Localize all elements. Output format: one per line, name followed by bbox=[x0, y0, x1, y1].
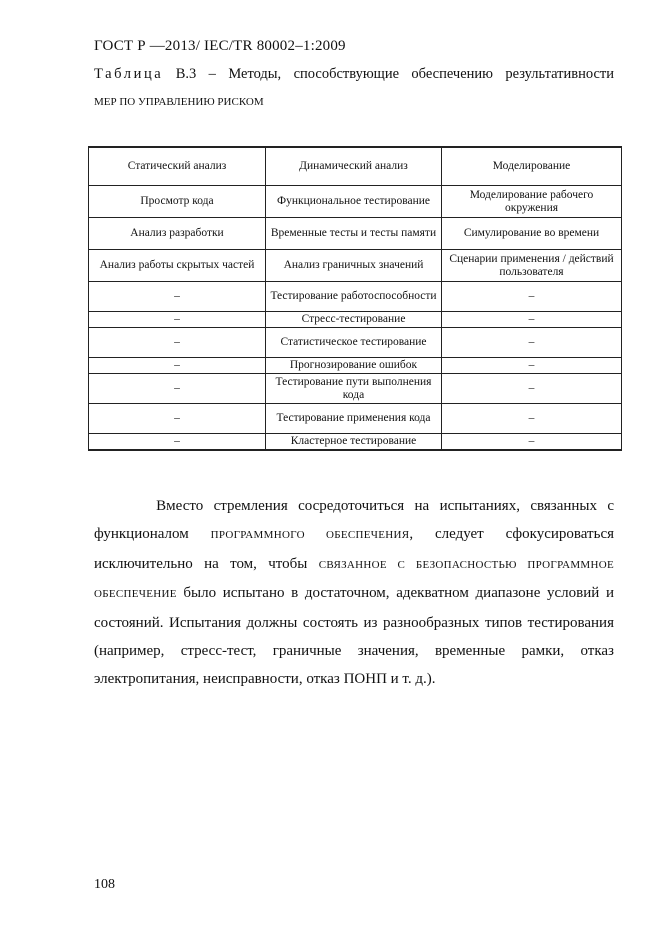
table-cell: Тестирование применения кода bbox=[266, 404, 442, 434]
table-row bbox=[89, 186, 622, 218]
header-dynamic-analysis: Динамический анализ bbox=[266, 147, 442, 186]
smallcaps-term: СВЯЗАННОЕ С БЕЗОПАСНОСТЬЮ ПРОГРАММНОЕ ОБЕСПЕЧЕНИЕ bbox=[94, 558, 615, 601]
table-subcaption: МЕР ПО УПРАВЛЕНИЮ РИСКОМ bbox=[94, 96, 264, 108]
table-cell: Анализ граничных значений bbox=[266, 250, 442, 282]
paragraph-text: было испытано в достаточном, адекватном диапазоне условий и состояний. Испытания должны состоять из разнообразных типов тестирования (например, стресс-тест, граничные значения, временные рамки, отказ электропитания, неисправности, отказ ПОНП и т. д.). bbox=[94, 585, 614, 688]
table-header-row bbox=[89, 147, 622, 186]
document-header: ГОСТ Р —2013/ IEC/TR 80002–1:2009 bbox=[94, 38, 346, 54]
header-static-analysis: Статический анализ bbox=[89, 147, 266, 186]
table-row bbox=[89, 404, 622, 434]
body-paragraph bbox=[94, 492, 614, 694]
table-cell: Симулирование во времени bbox=[442, 218, 622, 250]
table-row bbox=[89, 328, 622, 358]
table-row bbox=[89, 374, 622, 404]
table-cell: Временные тесты и тесты памяти bbox=[266, 218, 442, 250]
table-caption-text: В.3 – Методы, способствующие обеспечению результативности bbox=[163, 66, 614, 82]
table-cell: Стресс-тестирование bbox=[266, 312, 442, 328]
table-cell: – bbox=[442, 374, 622, 404]
smallcaps-term: ПРОГРАММНОГО ОБЕСПЕЧЕНИЯ bbox=[210, 529, 410, 542]
table-cell: – bbox=[89, 358, 266, 374]
table-row bbox=[89, 358, 622, 374]
table-row bbox=[89, 434, 622, 451]
table-cell: – bbox=[442, 434, 622, 451]
table-row bbox=[89, 282, 622, 312]
table-cell: – bbox=[89, 312, 266, 328]
table-cell: – bbox=[442, 282, 622, 312]
methods-table bbox=[88, 146, 622, 451]
paragraph-text: , следует сфокусироваться исключительно на том, чтобы bbox=[94, 526, 614, 572]
table-cell: Анализ разработки bbox=[89, 218, 266, 250]
table-cell: Кластерное тестирование bbox=[266, 434, 442, 451]
table-cell: – bbox=[89, 374, 266, 404]
table-cell: Прогнозирование ошибок bbox=[266, 358, 442, 374]
page-number: 108 bbox=[94, 877, 115, 892]
table-label: Таблица bbox=[94, 66, 164, 82]
table-cell: Тестирование пути выполнения кода bbox=[266, 374, 442, 404]
table-cell: Анализ работы скрытых частей bbox=[89, 250, 266, 282]
table-row bbox=[89, 250, 622, 282]
table-cell: – bbox=[442, 404, 622, 434]
table-cell: Статистическое тестирование bbox=[266, 328, 442, 358]
table-caption bbox=[94, 66, 614, 83]
table-cell: Моделирование рабочего окружения bbox=[442, 186, 622, 218]
table-row bbox=[89, 312, 622, 328]
paragraph-text: Вместо стремления сосредоточиться на испытаниях, связанных с функционалом bbox=[94, 498, 614, 543]
table-cell: – bbox=[89, 434, 266, 451]
table-cell: – bbox=[89, 282, 266, 312]
table-cell: Тестирование работоспособности bbox=[266, 282, 442, 312]
table-cell: Сценарии применения / действий пользователя bbox=[442, 250, 622, 282]
table-cell: – bbox=[89, 404, 266, 434]
table-cell: – bbox=[442, 328, 622, 358]
header-modeling: Моделирование bbox=[442, 147, 622, 186]
table-cell: Просмотр кода bbox=[89, 186, 266, 218]
table-cell: Функциональное тестирование bbox=[266, 186, 442, 218]
table-row bbox=[89, 218, 622, 250]
table-cell: – bbox=[442, 358, 622, 374]
table-cell: – bbox=[442, 312, 622, 328]
table-cell: – bbox=[89, 328, 266, 358]
